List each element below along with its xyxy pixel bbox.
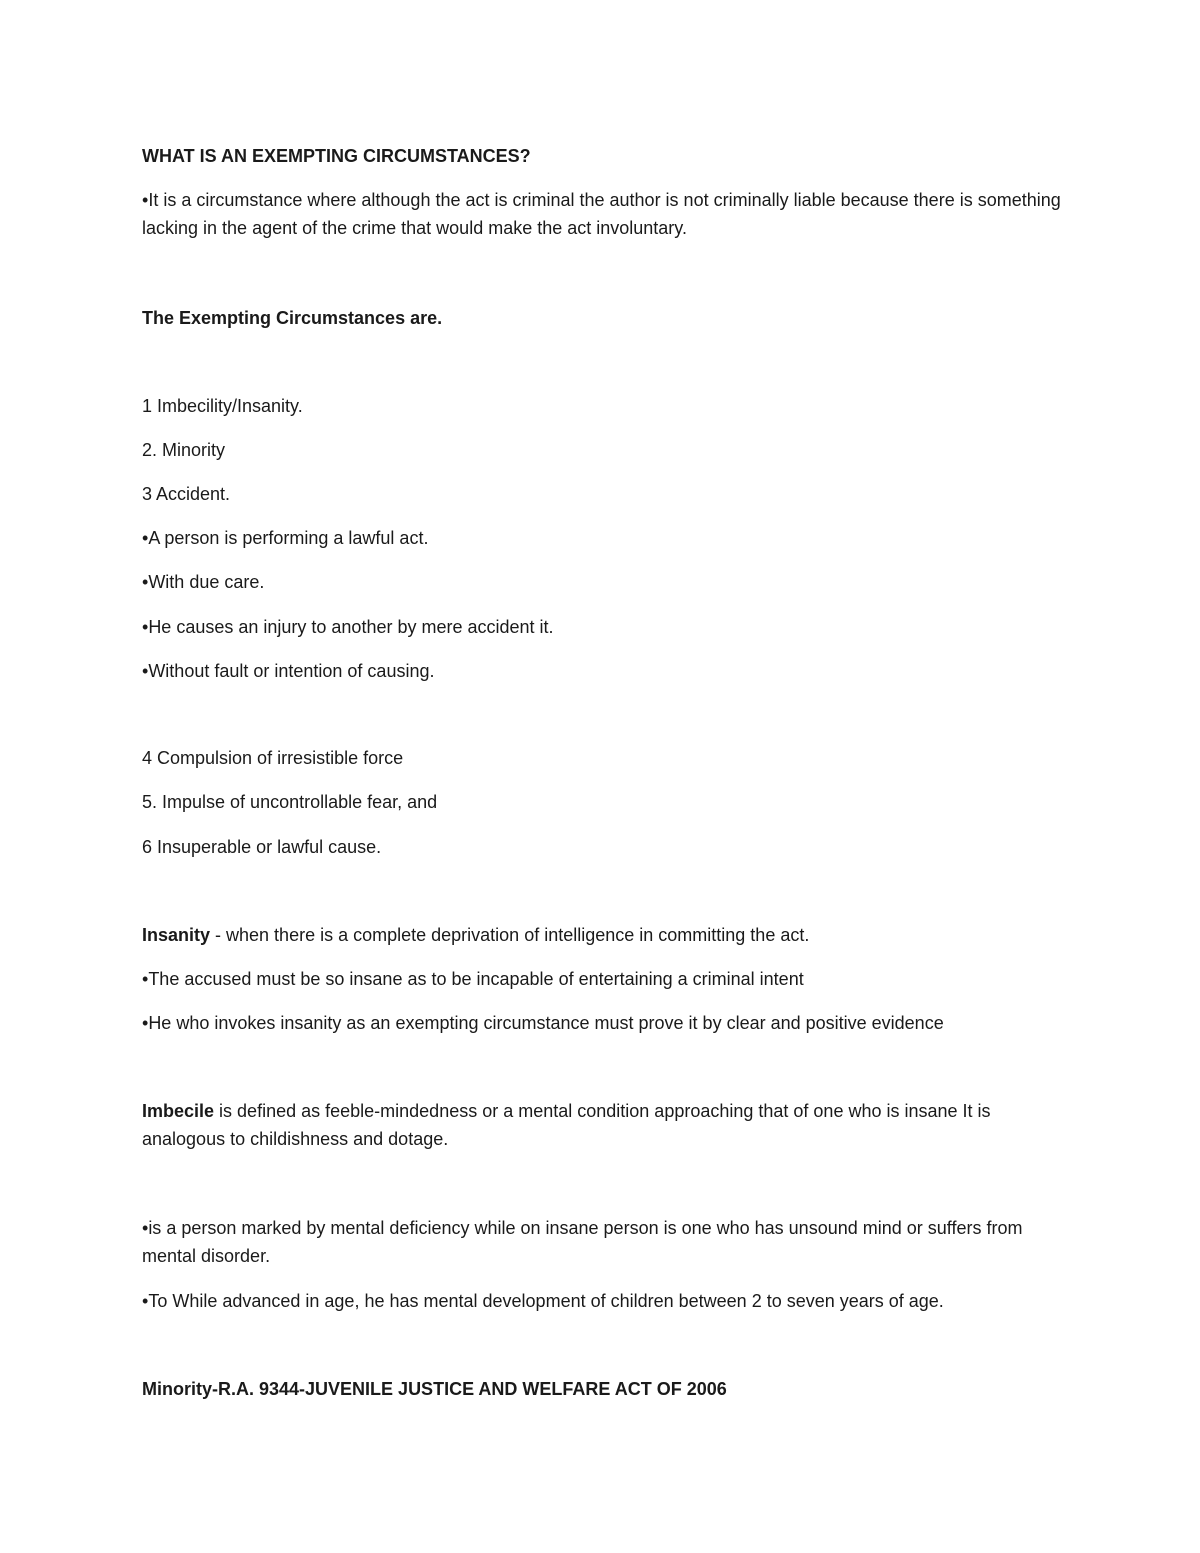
insanity-definition <box>142 921 1062 949</box>
list-item-impulse: 5. Impulse of uncontrollable fear, and <box>142 792 438 812</box>
minority-heading: Minority-R.A. 9344-JUVENILE JUSTICE AND WELFARE ACT OF 2006 <box>142 1379 727 1399</box>
accident-point <box>142 568 1062 596</box>
definition-paragraph <box>142 186 1062 242</box>
list-item-insuperable: 6 Insuperable or lawful cause. <box>142 837 382 857</box>
accident-point <box>142 524 1062 552</box>
imbecile-definition-text: is defined as feeble-mindedness or a mental condition approaching that of one who is insane It is analogous to childishness and dotage. <box>142 1101 991 1149</box>
insanity-point <box>142 965 1062 993</box>
bullet-icon: • <box>142 190 149 210</box>
imbecile-point <box>142 1214 1062 1270</box>
list-item-accident: 3 Accident. <box>142 484 231 504</box>
imbecile-definition <box>142 1097 1062 1153</box>
accident-point-text: With due care. <box>148 572 265 592</box>
insanity-point-text: The accused must be so insane as to be incapable of entertaining a criminal intent <box>148 969 804 989</box>
list-title: The Exempting Circumstances are. <box>142 308 443 328</box>
insanity-definition-text: - when there is a complete deprivation of intelligence in committing the act. <box>210 925 810 945</box>
imbecile-term: Imbecile <box>142 1101 215 1121</box>
imbecile-point-text: is a person marked by mental deficiency while on insane person is one who has unsound mind or suffers from mental disorder. <box>142 1218 1023 1266</box>
accident-point <box>142 657 1062 685</box>
accident-point <box>142 613 1062 641</box>
document-heading: WHAT IS AN EXEMPTING CIRCUMSTANCES? <box>142 146 531 166</box>
insanity-point-text: He who invokes insanity as an exempting circumstance must prove it by clear and positive evidence <box>148 1013 944 1033</box>
accident-point-text: Without fault or intention of causing. <box>148 661 435 681</box>
list-item-minority: 2. Minority <box>142 440 226 460</box>
list-item-compulsion: 4 Compulsion of irresistible force <box>142 748 404 768</box>
insanity-term: Insanity <box>142 925 211 945</box>
insanity-point <box>142 1009 1062 1037</box>
accident-point-text: A person is performing a lawful act. <box>148 528 429 548</box>
accident-point-text: He causes an injury to another by mere accident it. <box>148 617 554 637</box>
imbecile-point <box>142 1287 1062 1315</box>
imbecile-point-text: To While advanced in age, he has mental development of children between 2 to seven years of age. <box>148 1291 944 1311</box>
list-item-imbecility: 1 Imbecility/Insanity. <box>142 396 303 416</box>
definition-text: It is a circumstance where although the act is criminal the author is not criminally liable because there is something lacking in the agent of the crime that would make the act involuntary. <box>142 190 1061 238</box>
